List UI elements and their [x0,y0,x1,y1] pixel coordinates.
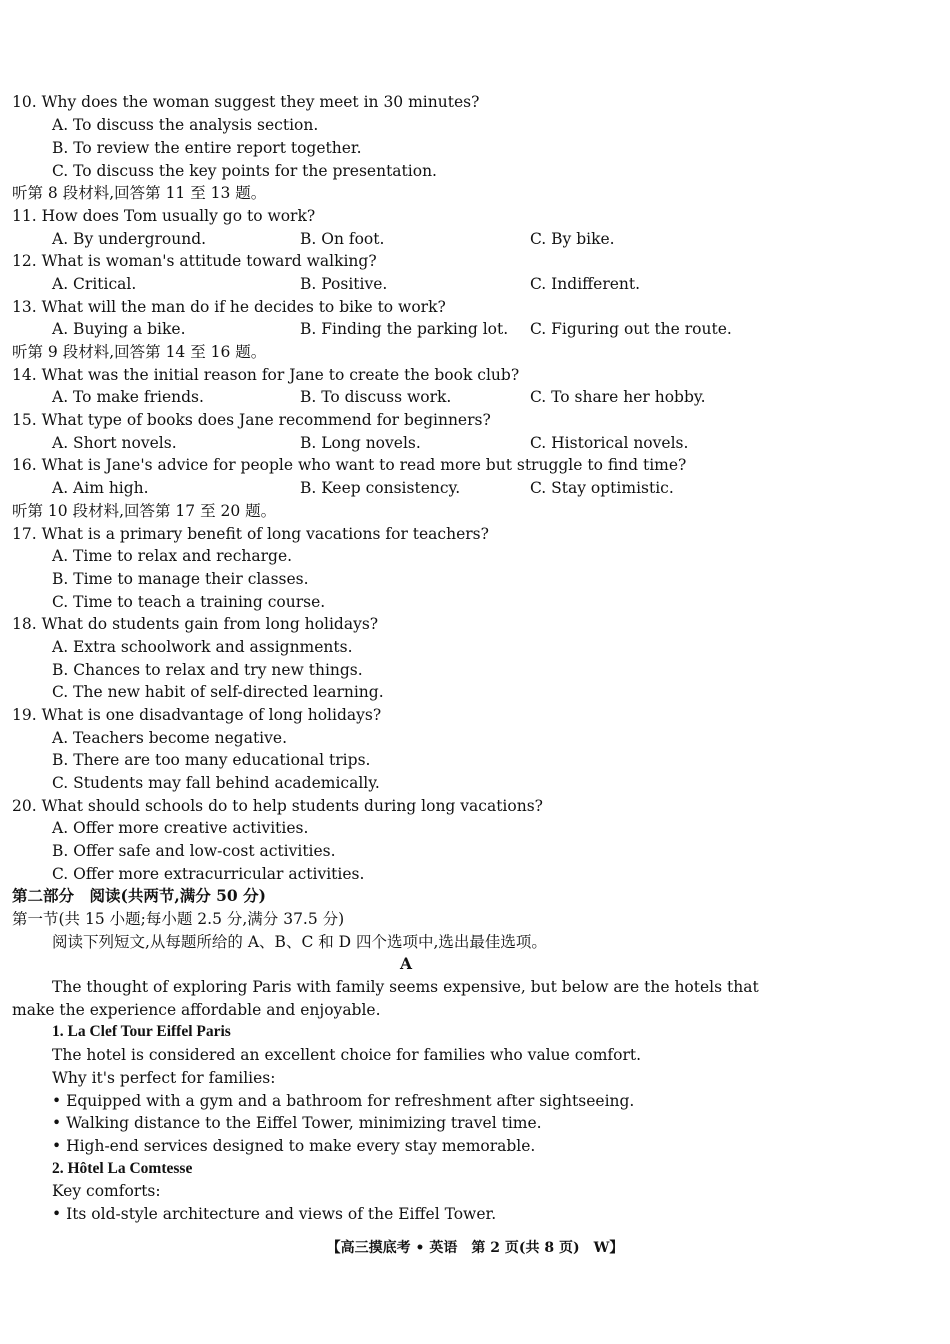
option-17a: A. Time to relax and recharge. [52,547,293,565]
hotel-1-why: Why it's perfect for families: [52,1069,276,1087]
option-12a: A. Critical. [52,275,137,293]
option-13c: C. Figuring out the route. [530,320,732,338]
passage-label: A [399,954,413,973]
option-10b: B. To review the entire report together. [52,139,362,157]
option-20b: B. Offer safe and low-cost activities. [52,842,336,860]
section-heading-9: 听第 9 段材料,回答第 14 至 16 题。 [12,343,267,361]
hotel-1-name: 1. La Clef Tour Eiffel Paris [52,1023,231,1040]
option-20a: A. Offer more creative activities. [52,819,309,837]
option-15c: C. Historical novels. [530,434,689,452]
option-14b: B. To discuss work. [300,388,452,406]
section-heading-10: 听第 10 段材料,回答第 17 至 20 题。 [12,502,277,520]
reading-instruction: 阅读下列短文,从每题所给的 A、B、C 和 D 四个选项中,选出最佳选项。 [52,933,547,951]
option-16c: C. Stay optimistic. [530,479,674,497]
hotel-1-bullet-2: • Walking distance to the Eiffel Tower, minimizing travel time. [52,1114,542,1132]
option-12b: B. Positive. [300,275,388,293]
hotel-1-description: The hotel is considered an excellent choice for families who value comfort. [52,1046,642,1064]
option-18b: B. Chances to relax and try new things. [52,661,363,679]
option-16b: B. Keep consistency. [300,479,461,497]
section-one-heading: 第一节(共 15 小题;每小题 2.5 分,满分 37.5 分) [12,910,345,928]
option-19a: A. Teachers become negative. [52,729,287,747]
question-17: 17. What is a primary benefit of long vacations for teachers? [12,525,489,543]
hotel-2-bullet-1: • Its old-style architecture and views of the Eiffel Tower. [52,1205,497,1223]
question-12: 12. What is woman's attitude toward walking? [12,252,377,270]
question-20: 20. What should schools do to help students during long vacations? [12,797,543,815]
option-11a: A. By underground. [52,230,207,248]
question-14: 14. What was the initial reason for Jane to create the book club? [12,366,520,384]
option-14c: C. To share her hobby. [530,388,706,406]
passage-intro-line-2: make the experience affordable and enjoyable. [12,1001,381,1019]
option-12c: C. Indifferent. [530,275,641,293]
option-10a: A. To discuss the analysis section. [52,116,319,134]
option-11b: B. On foot. [300,230,385,248]
hotel-1-bullet-1: • Equipped with a gym and a bathroom for refreshment after sightseeing. [52,1092,635,1110]
hotel-1-bullet-3: • High-end services designed to make every stay memorable. [52,1137,536,1155]
page-footer: 【高三摸底考 • 英语 第 2 页(共 8 页) W】 [326,1240,624,1256]
question-18: 18. What do students gain from long holidays? [12,615,379,633]
option-10c: C. To discuss the key points for the presentation. [52,162,437,180]
option-19c: C. Students may fall behind academically. [52,774,380,792]
option-15a: A. Short novels. [52,434,177,452]
option-14a: A. To make friends. [52,388,204,406]
question-15: 15. What type of books does Jane recommend for beginners? [12,411,491,429]
hotel-2-name: 2. Hôtel La Comtesse [52,1160,193,1177]
question-11: 11. How does Tom usually go to work? [12,207,316,225]
option-13b: B. Finding the parking lot. [300,320,509,338]
hotel-2-key-comforts: Key comforts: [52,1182,161,1200]
question-16: 16. What is Jane's advice for people who want to read more but struggle to find time? [12,456,687,474]
option-15b: B. Long novels. [300,434,421,452]
option-18a: A. Extra schoolwork and assignments. [52,638,353,656]
section-heading-8: 听第 8 段材料,回答第 11 至 13 题。 [12,184,267,202]
question-19: 19. What is one disadvantage of long holidays? [12,706,382,724]
option-19b: B. There are too many educational trips. [52,751,371,769]
question-13: 13. What will the man do if he decides to bike to work? [12,298,446,316]
option-20c: C. Offer more extracurricular activities. [52,865,365,883]
option-17b: B. Time to manage their classes. [52,570,309,588]
option-13a: A. Buying a bike. [52,320,186,338]
question-10: 10. Why does the woman suggest they meet in 30 minutes? [12,93,480,111]
option-11c: C. By bike. [530,230,615,248]
passage-intro-line-1: The thought of exploring Paris with family seems expensive, but below are the hotels that [52,978,759,996]
option-18c: C. The new habit of self-directed learning. [52,683,384,701]
part-two-title: 第二部分 阅读(共两节,满分 50 分) [12,886,266,905]
option-17c: C. Time to teach a training course. [52,593,326,611]
option-16a: A. Aim high. [52,479,149,497]
